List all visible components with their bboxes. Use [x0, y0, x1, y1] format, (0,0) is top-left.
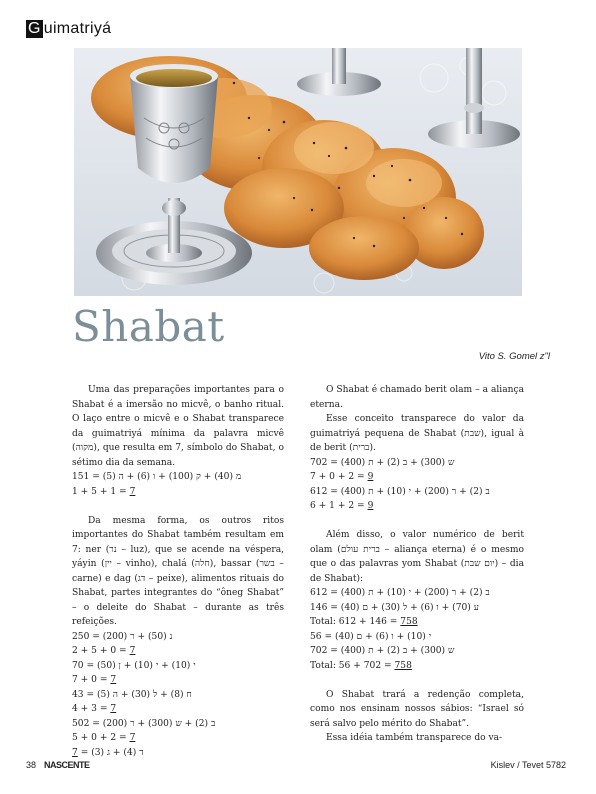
body-paragraph: Da mesma forma, os outros ritos importantes do Shabat também resultam em 7: ner (נר – luz), que se acende na véspera, yáyin (יין – vinho), chalá (חלה), bassar (בשר – carne) e dag (דג – peixe), alimentos rituais do Shabat, partes integrantes do “ôneg Shabat” – o deleite do Shabat – durante as três refeições. [72, 515, 285, 627]
equation-sum: Total: 56 + 702 = [310, 660, 395, 671]
equation-line [72, 731, 284, 746]
equation-sum: 1 + 5 + 1 = [72, 486, 130, 497]
body-paragraph: O Shabat trará a redenção completa, como nos ensinam nossos sábios: “Israel só será salvo pelo mérito do Shabat”. [310, 689, 524, 729]
equation-sum: Total: 612 + 146 = [310, 617, 401, 627]
equation-line: ש (300) + ב (2) + ת (400) = 702 [310, 457, 455, 468]
challah-kiddush-photo [74, 48, 522, 296]
magazine-logo: NASCENTE [44, 760, 90, 770]
equation-result: 758 [394, 660, 412, 671]
paragraph-gap [310, 673, 524, 688]
equation-line [310, 615, 524, 630]
section-label-initial: G [28, 20, 41, 37]
equation-line: נ (50) + ר (200) = 250 [72, 631, 173, 642]
equation-line: י (10) + י (10) + ן (50) = 70 [72, 660, 196, 671]
equation-result: 7 [129, 646, 136, 656]
equation-result: 9 [367, 472, 374, 482]
equation-line [310, 659, 524, 674]
equation-line: ש (300) + ב (2) + ת (400) = 702 [310, 646, 455, 656]
equation-result: 7 [129, 733, 136, 743]
equation-line [72, 673, 284, 688]
equation-line [72, 702, 284, 717]
body-paragraph: Uma das preparações importantes para o Shabat é a imersão no micvê, o banho ritual. O laço entre o micvê e o Shabat transparece da guimatriyá mínima da palavra micvê (מקוה), que resulta em 7, símbolo do Shabat, o sétimo dia da semana. [72, 385, 284, 468]
equation-line: ע (70) + ו (6) + ל (30) + ם (40) = 146 [310, 602, 479, 613]
equation-line [72, 644, 284, 659]
equation-line [72, 485, 284, 500]
equation-line: ב (2) + ש (300) + ר (200) = 502 [72, 718, 216, 729]
equation-sum: 7 + 0 + 2 = [310, 472, 368, 482]
issue-date: Kislev / Tevet 5782 [490, 760, 566, 770]
equation-line [310, 499, 524, 514]
equation-line: ב (2) + ר (200) + י (10) + ת (400) = 612 [310, 588, 490, 598]
article-title: Shabat [72, 302, 225, 351]
equation-sum: ד (4) + ג (3) = [77, 747, 144, 758]
section-label [26, 20, 111, 38]
equation-line [72, 746, 284, 761]
right-column [310, 383, 524, 746]
equation-sum: 4 + 3 = [72, 704, 111, 714]
equation-line: י (10) + ו (6) + ם (40) = 56 [310, 631, 432, 642]
equation-result: 758 [400, 617, 418, 627]
equation-sum: 7 + 0 = [72, 675, 111, 685]
equation-sum: 5 + 0 + 2 = [72, 733, 130, 743]
equation-line: ב (2) + ר (200) + י (10) + ת (400) = 612 [310, 486, 490, 497]
equation-line: ח (8) + ל (30) + ה (5) = 43 [72, 689, 192, 700]
body-paragraph: Essa idéia também transparece do va- [326, 733, 503, 743]
body-paragraph: Esse conceito transparece do valor da guimatriyá pequena de Shabat (שבת), igual à de berit (ברית). [310, 414, 524, 453]
equation-result: 9 [367, 501, 374, 511]
paragraph-gap [72, 499, 284, 514]
equation-result: 7 [110, 704, 117, 714]
body-paragraph: Além disso, o valor numérico de berit olam (ברית עולם – aliança eterna) é o mesmo que o das palavras yom Shabat (יום שבת) – dia de Shabat): [310, 530, 524, 584]
page-number: 38 [26, 760, 37, 770]
equation-line: מ (40) + ק (100) + ו (6) + ה (5) = 151 [72, 472, 242, 482]
paragraph-gap [310, 514, 524, 529]
equation-result: 7 [110, 675, 117, 685]
equation-result: 7 [129, 486, 136, 497]
equation-sum: 6 + 1 + 2 = [310, 501, 368, 511]
left-column [72, 383, 284, 760]
equation-sum: 2 + 5 + 0 = [72, 646, 130, 656]
section-label-rest: uimatriyá [43, 20, 112, 37]
equation-line [310, 470, 524, 485]
footer-left [26, 760, 90, 770]
body-paragraph: O Shabat é chamado berit olam – a aliança eterna. [310, 385, 524, 410]
article-author: Vito S. Gomel z"l [478, 351, 550, 362]
equation-result: 7 [72, 747, 78, 758]
